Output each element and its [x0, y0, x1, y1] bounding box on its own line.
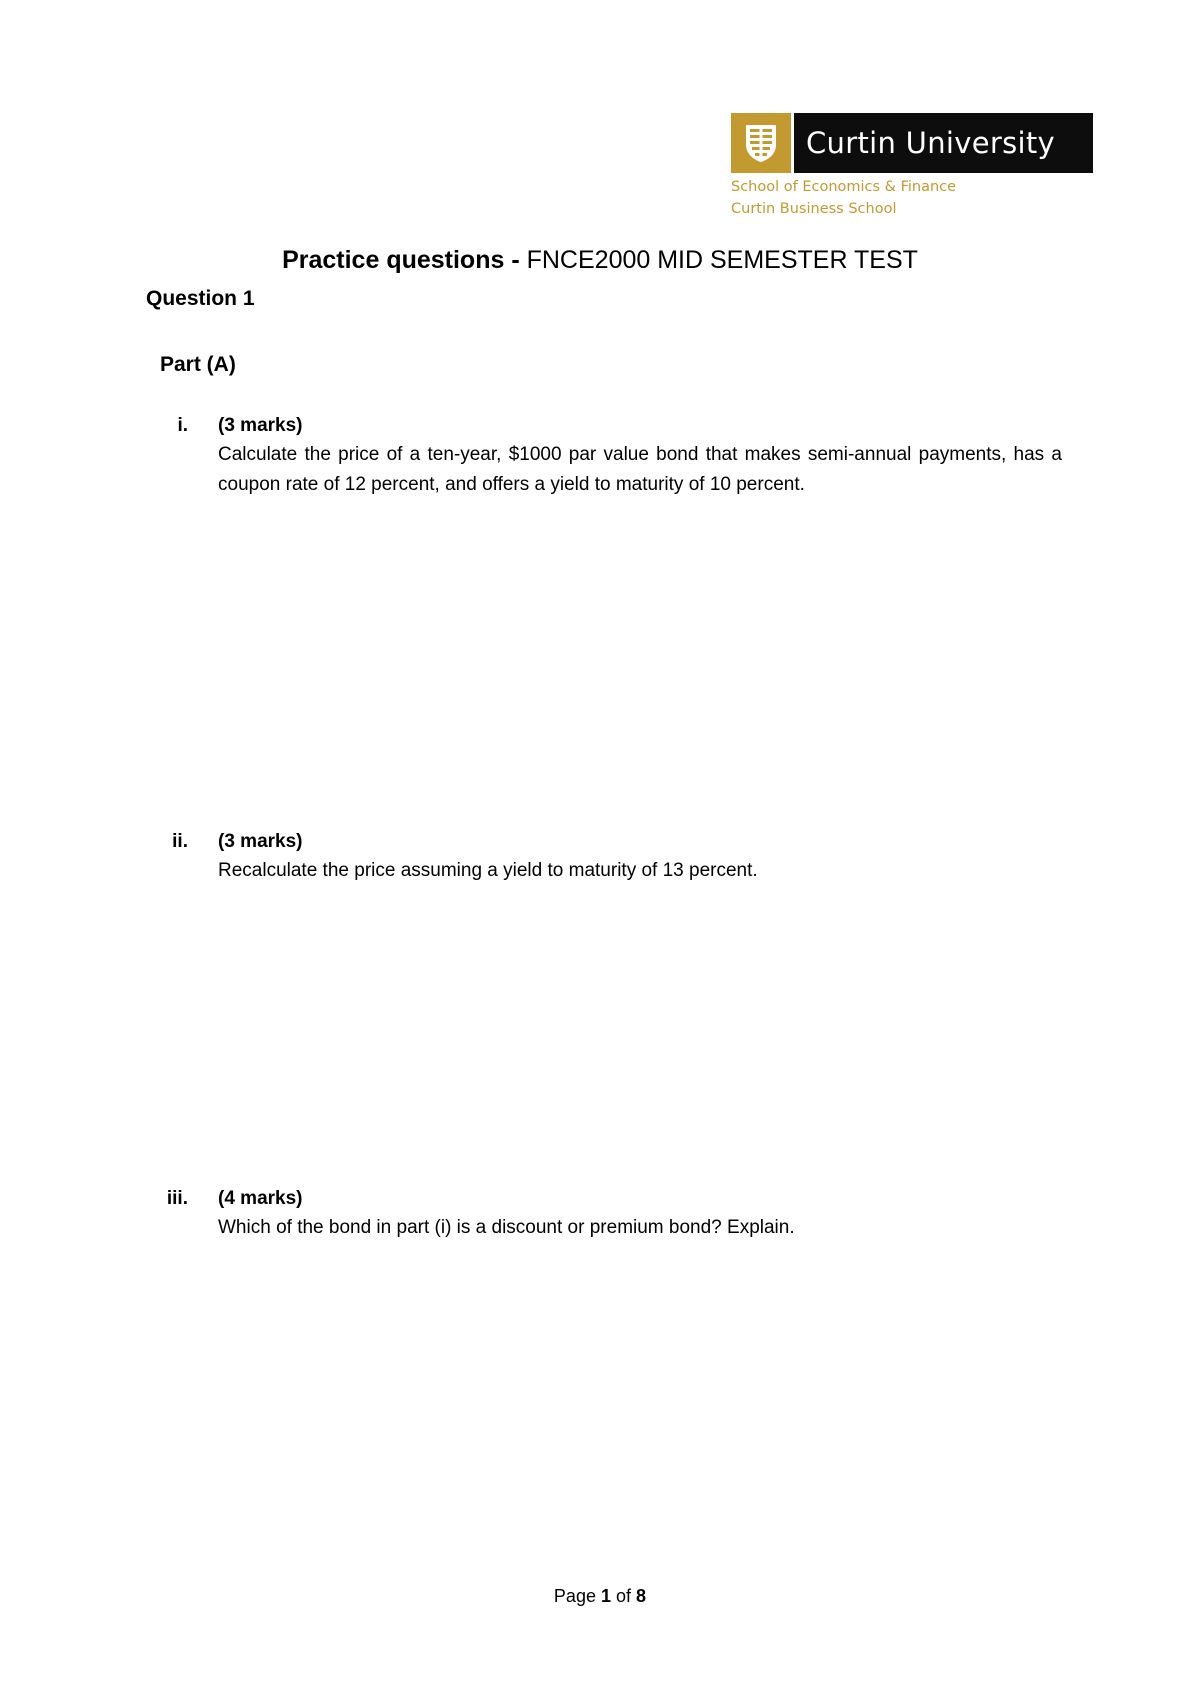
part-heading: Part (A): [160, 353, 236, 376]
of-label: of: [616, 1586, 632, 1606]
logo-shield-box: [731, 113, 791, 173]
title-main: FNCE2000 MID SEMESTER TEST: [526, 246, 918, 274]
business-school-name: Curtin Business School: [731, 201, 897, 217]
curtin-logo: [731, 113, 1093, 173]
logo-name-box: [794, 113, 1093, 173]
item-text: Which of the bond in part (i) is a discount or premium bond? Explain.: [218, 1217, 795, 1238]
page-number: 1: [600, 1586, 611, 1606]
school-name: School of Economics & Finance: [731, 179, 957, 195]
item-number: ii.: [172, 831, 188, 852]
item-text: Calculate the price of a ten-year, $1000 par value bond that makes semi-annual payments, has a coupon rate of 12 percent, and offers a yield to maturity of 10 percent.: [218, 444, 1062, 495]
question-heading: Question 1: [146, 287, 255, 310]
page-footer: [0, 1586, 1200, 1607]
item-marks: (4 marks): [218, 1188, 303, 1209]
item-marks: (3 marks): [218, 415, 303, 436]
item-number: i.: [177, 415, 188, 436]
page-total: 8: [636, 1586, 647, 1606]
page-title: [0, 246, 1200, 275]
item-body: [218, 411, 1062, 499]
item-body: [218, 1184, 1062, 1243]
title-prefix: Practice questions -: [282, 246, 527, 274]
item-number: iii.: [166, 1188, 188, 1209]
curtin-shield-icon: [744, 123, 778, 163]
item-body: [218, 827, 1062, 886]
item-marks: (3 marks): [218, 831, 303, 852]
university-name: Curtin University: [806, 126, 1055, 160]
item-text: Recalculate the price assuming a yield to maturity of 13 percent.: [218, 860, 758, 881]
page-label: Page: [553, 1586, 596, 1606]
school-lines: [731, 176, 956, 220]
